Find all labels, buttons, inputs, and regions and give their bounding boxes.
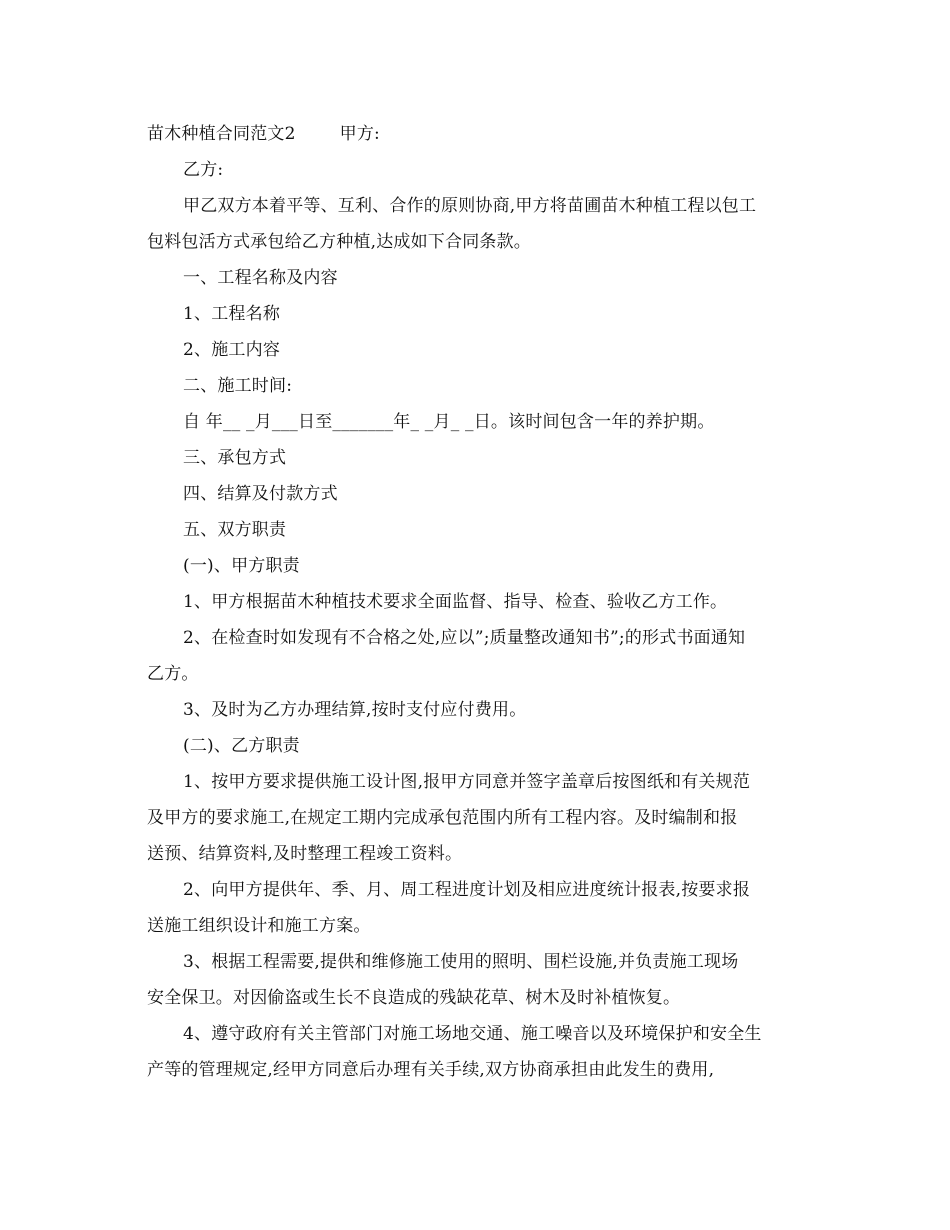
party-b-duty-2	[147, 872, 807, 944]
party-a-duties-heading: (一)、甲方职责	[183, 556, 300, 576]
intro-paragraph	[147, 188, 807, 260]
party-a-duty-2-line-1: 2、在检查时如发现有不合格之处,应以”;质量整改通知书”;的形式书面通知	[183, 628, 746, 648]
party-b-duty-4-line-1: 4、遵守政府有关主管部门对施工场地交通、施工噪音以及环境保护和安全生	[183, 1024, 762, 1044]
party-b-duty-2-line-2: 送施工组织设计和施工方案。	[147, 916, 371, 936]
party-b-duty-1-line-2: 及甲方的要求施工,在规定工期内完成承包范围内所有工程内容。及时编制和报	[147, 808, 738, 828]
party-a-duty-2	[147, 620, 807, 692]
party-a-duty-1: 1、甲方根据苗木种植技术要求全面监督、指导、检查、验收乙方工作。	[183, 592, 728, 612]
party-b-duty-3-line-1: 3、根据工程需要,提供和维修施工使用的照明、围栏设施,并负责施工现场	[183, 952, 739, 972]
section-1-item-1: 1、工程名称	[183, 304, 281, 324]
title-line	[147, 116, 807, 152]
document-title: 苗木种植合同范文2	[147, 124, 296, 144]
party-b-duty-1-line-3: 送预、结算资料,及时整理工程竣工资料。	[147, 844, 463, 864]
section-2-text: 自 年__ _月___日至_______年_ _月_ _日。该时间包含一年的养护期。	[183, 412, 715, 432]
section-2-heading: 二、施工时间:	[183, 376, 293, 396]
section-1-item-2: 2、施工内容	[183, 340, 281, 360]
party-b-duty-1	[147, 764, 807, 872]
section-5-heading: 五、双方职责	[183, 520, 287, 540]
document-body	[147, 116, 807, 1088]
party-b-duty-3-line-2: 安全保卫。对因偷盗或生长不良造成的残缺花草、树木及时补植恢复。	[147, 988, 681, 1008]
intro-line-1: 甲乙双方本着平等、互利、合作的原则协商,甲方将苗圃苗木种植工程以包工	[183, 196, 757, 216]
party-b-duty-4	[147, 1016, 807, 1088]
party-b-duty-1-line-1: 1、按甲方要求提供施工设计图,报甲方同意并签字盖章后按图纸和有关规范	[183, 772, 751, 792]
party-b-duty-3	[147, 944, 807, 1016]
section-3-heading: 三、承包方式	[183, 448, 287, 468]
party-a-duty-3: 3、及时为乙方办理结算,按时支付应付费用。	[183, 700, 527, 720]
intro-line-2: 包料包活方式承包给乙方种植,达成如下合同条款。	[147, 232, 532, 252]
section-1-heading: 一、工程名称及内容	[183, 268, 338, 288]
party-b-duty-4-line-2: 产等的管理规定,经甲方同意后办理有关手续,双方协商承担由此发生的费用,	[147, 1060, 715, 1080]
party-a-duty-2-line-2: 乙方。	[147, 664, 199, 684]
party-b-duties-heading: (二)、乙方职责	[183, 736, 300, 756]
party-a-label: 甲方:	[339, 124, 380, 144]
party-b-duty-2-line-1: 2、向甲方提供年、季、月、周工程进度计划及相应进度统计报表,按要求报	[183, 880, 751, 900]
section-4-heading: 四、结算及付款方式	[183, 484, 338, 504]
party-b-label: 乙方:	[183, 160, 224, 180]
